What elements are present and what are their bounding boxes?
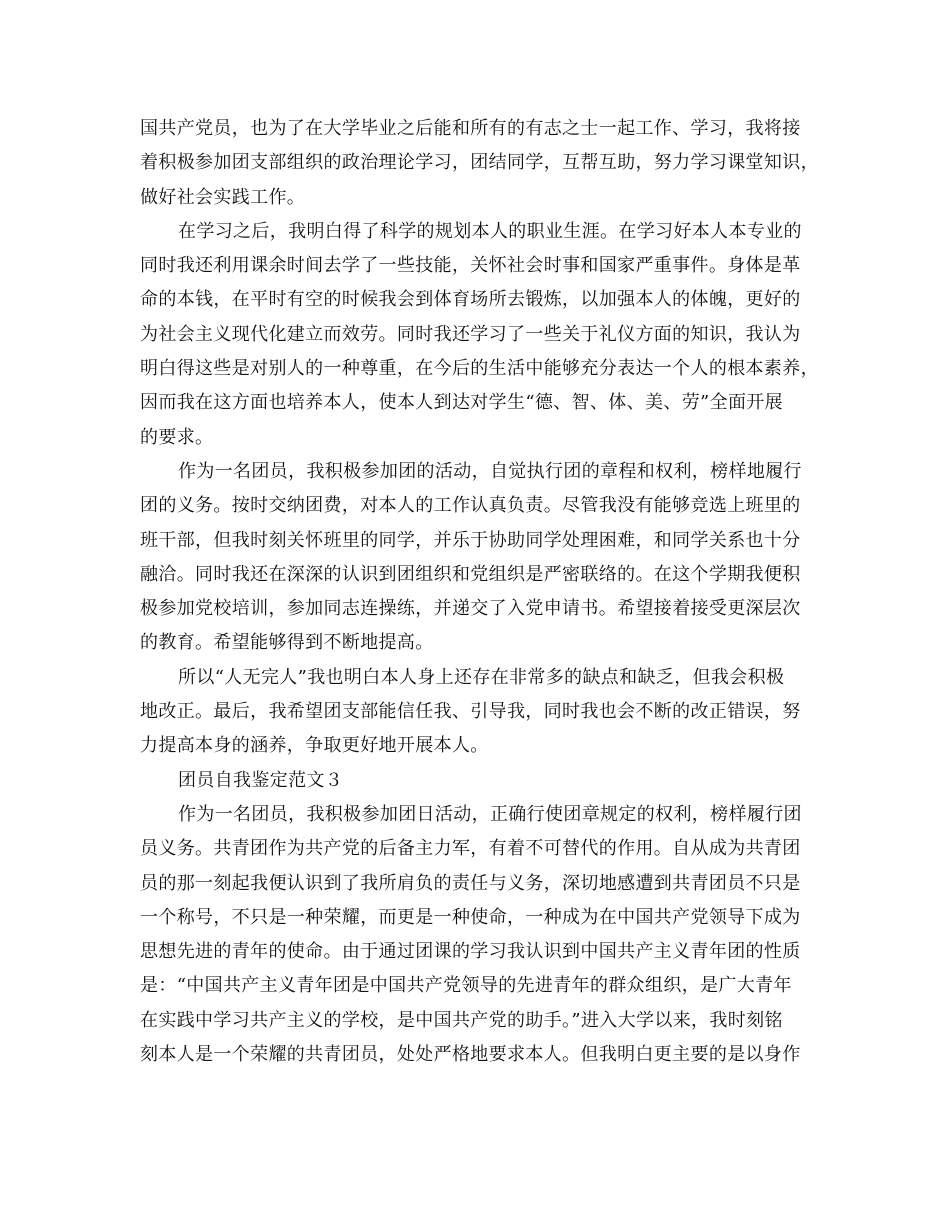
text-line: 思想先进的青年的使命。由于通过团课的学习我认识到中国共产主义青年团的性质 bbox=[140, 941, 801, 963]
text-line: 同时我还利用课余时间去学了一些技能，关怀社会时事和国家严重事件。身体是革 bbox=[140, 255, 801, 277]
text-line: 班干部，但我时刻关怀班里的同学，并乐于协助同学处理困难，和同学关系也十分 bbox=[140, 529, 801, 551]
text-line: 在实践中学习共产主义的学校，是中国共产党的助手。”进入大学以来，我时刻铭 bbox=[140, 1009, 783, 1031]
text-line: 明白得这些是对别人的一种尊重，在今后的生活中能够充分表达一个人的根本素养， bbox=[140, 358, 819, 380]
text-line: 做好社会实践工作。 bbox=[140, 186, 306, 208]
text-line: 着积极参加团支部组织的政治理论学习，团结同学，互帮互助，努力学习课堂知识， bbox=[140, 152, 819, 174]
paragraph-start-line: 作为一名团员，我积极参加团日活动，正确行使团章规定的权利，榜样履行团 bbox=[178, 803, 802, 825]
section-heading: 团员自我鉴定范文３ bbox=[178, 769, 344, 791]
text-line: 因而我在这方面也培养本人，使本人到达对学生“德、智、体、美、劳”全面开展 bbox=[140, 392, 784, 414]
text-line: 员的那一刻起我便认识到了我所肩负的责任与义务，深切地感遭到共青团员不只是 bbox=[140, 872, 801, 894]
text-line: 的要求。 bbox=[140, 426, 214, 448]
text-line: 为社会主义现代化建立而效劳。同时我还学习了一些关于礼仪方面的知识，我认为 bbox=[140, 323, 801, 345]
text-line: 极参加党校培训，参加同志连操练，并递交了入党申请书。希望接着接受更深层次 bbox=[140, 598, 801, 620]
paragraph-start-line: 所以“人无完人”我也明白本人身上还存在非常多的缺点和缺乏，但我会积极 bbox=[178, 666, 785, 688]
paragraph-start-line: 作为一名团员，我积极参加团的活动，自觉执行团的章程和权利，榜样地履行 bbox=[178, 460, 802, 482]
text-line: 一个称号，不只是一种荣耀，而更是一种使命，一种成为在中国共产党领导下成为 bbox=[140, 906, 801, 928]
text-line: 是：“中国共产主义青年团是中国共产党领导的先进青年的群众组织，是广大青年 bbox=[140, 975, 792, 997]
text-line: 命的本钱，在平时有空的时候我会到体育场所去锻炼，以加强本人的体魄，更好的 bbox=[140, 289, 801, 311]
body-text bbox=[140, 112, 819, 1072]
text-line: 力提高本身的涵养，争取更好地开展本人。 bbox=[140, 735, 489, 757]
text-line: 刻本人是一个荣耀的共青团员，处处严格地要求本人。但我明白更主要的是以身作 bbox=[140, 1044, 801, 1066]
text-line: 国共产党员，也为了在大学毕业之后能和所有的有志之士一起工作、学习，我将接 bbox=[140, 118, 801, 139]
text-line: 地改正。最后，我希望团支部能信任我、引导我，同时我也会不断的改正错误，努 bbox=[140, 701, 801, 723]
text-line: 融洽。同时我还在深深的认识到团组织和党组织是严密联络的。在这个学期我便积 bbox=[140, 563, 801, 585]
text-line: 员义务。共青团作为共产党的后备主力军，有着不可替代的作用。自从成为共青团 bbox=[140, 838, 801, 860]
paragraph-start-line: 在学习之后，我明白得了科学的规划本人的职业生涯。在学习好本人本专业的 bbox=[178, 220, 802, 242]
text-line: 团的义务。按时交纳团费，对本人的工作认真负责。尽管我没有能够竞选上班里的 bbox=[140, 495, 801, 517]
text-line: 的教育。希望能够得到不断地提高。 bbox=[140, 632, 434, 654]
